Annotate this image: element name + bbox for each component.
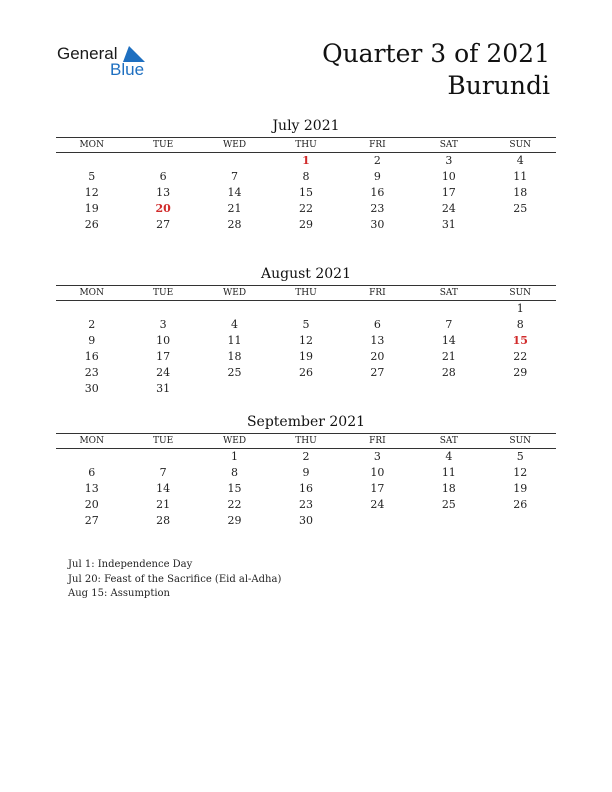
day-cell: 14 — [441, 334, 456, 347]
day-cell — [199, 301, 270, 317]
day-cell — [342, 381, 413, 397]
day-cell: 28 — [227, 218, 242, 231]
day-cell: 9 — [88, 334, 96, 347]
day-cell: 29 — [227, 514, 242, 527]
day-cell: 24 — [370, 498, 385, 511]
weekday-label: SAT — [439, 140, 458, 150]
holiday-note: Aug 15: Assumption — [68, 588, 171, 599]
day-cell — [127, 153, 198, 169]
weekday-label: SAT — [439, 436, 458, 446]
day-cell: 12 — [298, 334, 313, 347]
day-cell — [199, 153, 270, 169]
day-cell: 22 — [298, 202, 313, 215]
weekday-label: TUE — [153, 140, 174, 150]
week-row — [56, 381, 556, 397]
day-cell: 21 — [441, 350, 456, 363]
week-row — [56, 153, 556, 169]
week-row — [56, 465, 556, 481]
day-cell: 4 — [445, 450, 453, 463]
weekday-label: FRI — [369, 288, 386, 298]
month-title: July 2021 — [272, 118, 340, 134]
day-cell: 16 — [298, 482, 313, 495]
day-cell: 17 — [156, 350, 171, 363]
day-cell: 1 — [231, 450, 239, 463]
page-title: Quarter 3 of 2021 — [322, 39, 550, 68]
weekday-label: SUN — [509, 436, 532, 446]
weekday-header — [56, 137, 556, 153]
day-cell — [342, 301, 413, 317]
weekday-label: SUN — [509, 288, 532, 298]
weekday-label: FRI — [369, 436, 386, 446]
week-row — [56, 185, 556, 201]
day-cell: 21 — [227, 202, 242, 215]
weekday-label: MON — [79, 288, 104, 298]
day-cell: 31 — [156, 382, 171, 395]
day-cell: 12 — [84, 186, 99, 199]
day-cell: 7 — [231, 170, 239, 183]
day-cell: 20 — [84, 498, 99, 511]
country-name: Burundi — [447, 71, 550, 100]
day-cell — [270, 381, 341, 397]
day-cell: 23 — [84, 366, 99, 379]
day-cell: 20 — [155, 202, 171, 215]
day-cell — [56, 449, 127, 465]
weekday-label: SUN — [509, 140, 532, 150]
day-cell — [413, 513, 484, 529]
day-cell: 2 — [302, 450, 310, 463]
day-cell — [127, 449, 198, 465]
day-cell: 26 — [513, 498, 528, 511]
weekday-label: MON — [79, 436, 104, 446]
day-cell: 12 — [513, 466, 528, 479]
day-cell: 22 — [513, 350, 528, 363]
week-row — [56, 201, 556, 217]
weekday-label: WED — [223, 140, 247, 150]
day-cell: 20 — [370, 350, 385, 363]
weekday-label: TUE — [153, 436, 174, 446]
day-cell: 2 — [88, 318, 96, 331]
logo-text-blue: Blue — [110, 60, 145, 79]
day-cell: 5 — [302, 318, 310, 331]
weekday-label: WED — [223, 436, 247, 446]
day-cell: 13 — [370, 334, 385, 347]
day-cell: 18 — [513, 186, 528, 199]
day-cell — [485, 217, 556, 233]
day-cell: 7 — [445, 318, 453, 331]
day-cell: 9 — [373, 170, 381, 183]
day-cell: 22 — [227, 498, 242, 511]
day-cell: 14 — [227, 186, 242, 199]
week-row — [56, 217, 556, 233]
day-cell: 31 — [441, 218, 456, 231]
weekday-label: THU — [295, 436, 317, 446]
week-row — [56, 497, 556, 513]
day-cell: 18 — [227, 350, 242, 363]
day-cell: 30 — [84, 382, 99, 395]
week-row — [56, 513, 556, 529]
day-cell: 1 — [516, 302, 524, 315]
month-title: September 2021 — [246, 414, 366, 430]
week-row — [56, 333, 556, 349]
day-cell: 19 — [513, 482, 528, 495]
holiday-note: Jul 1: Independence Day — [68, 559, 193, 570]
weekday-label: THU — [295, 140, 317, 150]
day-cell: 10 — [370, 466, 385, 479]
day-cell: 18 — [441, 482, 456, 495]
weekday-label: WED — [223, 288, 247, 298]
month-title: August 2021 — [261, 266, 351, 282]
day-cell: 30 — [298, 514, 313, 527]
day-cell: 28 — [441, 366, 456, 379]
day-cell: 3 — [159, 318, 167, 331]
day-cell: 27 — [370, 366, 385, 379]
day-cell: 15 — [298, 186, 313, 199]
holiday-note: Jul 20: Feast of the Sacrifice (Eid al-Adha) — [68, 573, 282, 585]
weekday-label: MON — [79, 140, 104, 150]
day-cell: 10 — [156, 334, 171, 347]
day-cell: 8 — [516, 318, 524, 331]
day-cell: 8 — [302, 170, 310, 183]
day-cell: 27 — [156, 218, 171, 231]
day-cell: 13 — [156, 186, 171, 199]
day-cell: 23 — [370, 202, 385, 215]
day-cell — [127, 301, 198, 317]
day-cell: 23 — [298, 498, 313, 511]
day-cell: 11 — [441, 466, 456, 479]
day-cell: 25 — [513, 202, 528, 215]
week-row — [56, 481, 556, 497]
day-cell — [485, 513, 556, 529]
day-cell: 3 — [445, 154, 453, 167]
day-cell: 6 — [159, 170, 167, 183]
day-cell: 13 — [84, 482, 99, 495]
day-cell — [199, 381, 270, 397]
day-cell — [413, 381, 484, 397]
day-cell — [413, 301, 484, 317]
day-cell: 17 — [370, 482, 385, 495]
day-cell: 29 — [298, 218, 313, 231]
day-cell: 8 — [231, 466, 239, 479]
day-cell: 25 — [227, 366, 242, 379]
weekday-label: FRI — [369, 140, 386, 150]
day-cell: 2 — [373, 154, 381, 167]
day-cell: 5 — [516, 450, 524, 463]
day-cell: 19 — [298, 350, 313, 363]
day-cell: 6 — [373, 318, 381, 331]
week-row — [56, 317, 556, 333]
day-cell: 30 — [370, 218, 385, 231]
day-cell: 24 — [441, 202, 456, 215]
day-cell: 11 — [513, 170, 528, 183]
month-calendar — [56, 117, 556, 233]
logo-text-general: General — [57, 44, 118, 63]
month-calendar — [56, 413, 556, 529]
day-cell: 3 — [373, 450, 381, 463]
day-cell — [56, 153, 127, 169]
day-cell — [56, 301, 127, 317]
day-cell: 19 — [84, 202, 99, 215]
week-row — [56, 301, 556, 317]
day-cell: 26 — [298, 366, 313, 379]
day-cell: 29 — [513, 366, 528, 379]
day-cell: 28 — [156, 514, 171, 527]
day-cell: 24 — [156, 366, 171, 379]
week-row — [56, 349, 556, 365]
day-cell: 15 — [227, 482, 242, 495]
day-cell: 5 — [88, 170, 96, 183]
day-cell: 14 — [156, 482, 171, 495]
day-cell: 4 — [231, 318, 239, 331]
weekday-label: TUE — [153, 288, 174, 298]
day-cell — [342, 513, 413, 529]
day-cell: 26 — [84, 218, 99, 231]
day-cell — [485, 381, 556, 397]
day-cell: 7 — [159, 466, 167, 479]
day-cell: 27 — [84, 514, 99, 527]
page-header — [322, 38, 550, 102]
day-cell: 4 — [516, 154, 524, 167]
weekday-label: SAT — [439, 288, 458, 298]
day-cell — [270, 301, 341, 317]
day-cell: 11 — [227, 334, 242, 347]
weekday-header — [56, 433, 556, 449]
logo — [57, 44, 157, 84]
day-cell: 16 — [370, 186, 385, 199]
holiday-notes — [68, 558, 281, 602]
day-cell: 6 — [88, 466, 96, 479]
day-cell: 25 — [441, 498, 456, 511]
week-row — [56, 449, 556, 465]
day-cell: 17 — [441, 186, 456, 199]
weekday-label: THU — [295, 288, 317, 298]
day-cell: 16 — [84, 350, 99, 363]
day-cell: 9 — [302, 466, 310, 479]
day-cell: 10 — [441, 170, 456, 183]
day-cell: 15 — [512, 334, 528, 347]
month-calendar — [56, 265, 556, 397]
week-row — [56, 169, 556, 185]
weekday-header — [56, 285, 556, 301]
day-cell: 21 — [156, 498, 171, 511]
week-row — [56, 365, 556, 381]
day-cell: 1 — [302, 154, 310, 167]
